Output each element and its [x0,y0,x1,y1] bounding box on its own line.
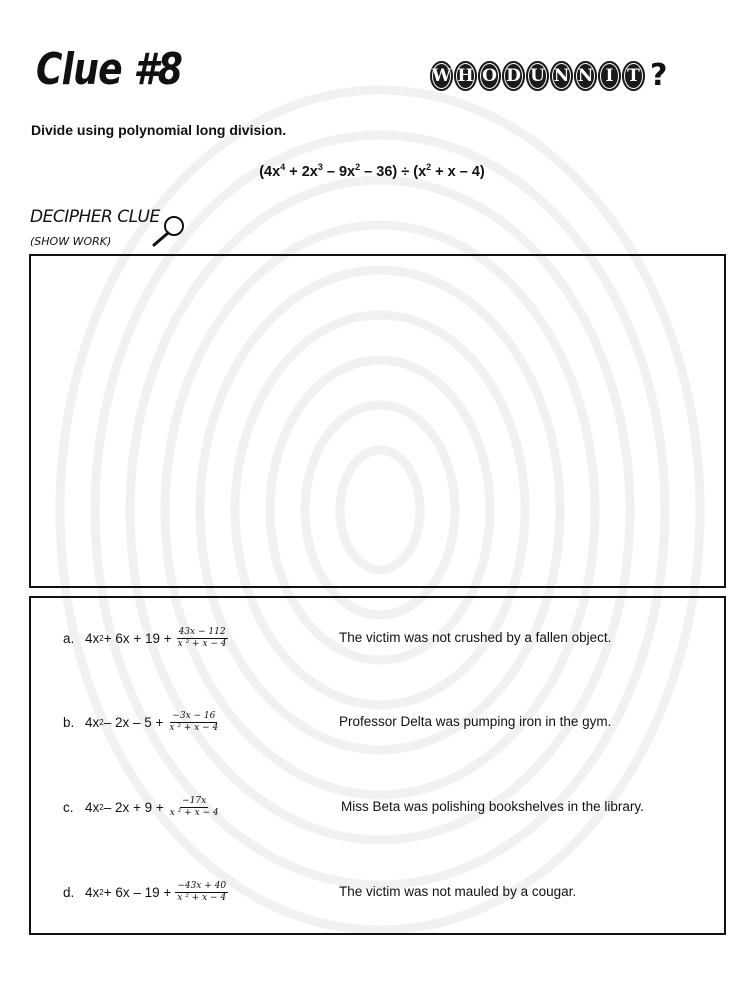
instruction-text: Divide using polynomial long division. [31,122,287,138]
question-mark: ? [650,58,668,93]
whodunnit-letter: N [550,61,573,91]
whodunnit-letter: O [478,61,501,91]
answer-choice-a: a. 4x 2 + 6x + 19 + $\frac{43x - 112}{\text{x ² + x − 4}}$ [63,626,227,649]
remainder-fraction: $\frac{43x - 112}{\text{x ² + x − 4}}$ [177,626,227,649]
answer-choice-d: d. 4x 2 + 6x – 19 + $\frac{-43x + 40}{\text{x ² + x − 4}}$ [63,880,227,903]
choice-expression: 4x 2 – 2x – 5 + $\frac{-3x - 16}{\text{x ² + x − 4}}$ [85,710,219,733]
choice-expression: 4x 2 + 6x + 19 + $\frac{43x - 112}{\text{x ² + x − 4}}$ [85,626,227,649]
choice-expression: 4x 2 – 2x + 9 + $\frac{-17x}{\text{x ² + x − 4}}$ [85,795,219,818]
clue-title: Clue #8 [36,44,183,95]
division-problem: $(4x^4 + 2x^3 - 9x^2 - 36) \div (x^2 + x - 4)$ [259,162,485,180]
whodunnit-letter: T [622,61,645,91]
clue-statement: The victim was not mauled by a cougar. [339,884,577,899]
whodunnit-title [430,58,667,93]
whodunnit-letter: D [502,61,525,91]
show-work-area[interactable] [29,254,726,588]
magnifying-glass-icon [146,212,190,248]
clue-statement: Professor Delta was pumping iron in the gym. [339,714,612,729]
remainder-fraction: $\frac{-17x}{\text{x ² + x − 4}}$ [169,795,219,818]
remainder-fraction: $\frac{-43x + 40}{\text{x ² + x − 4}}$ [177,880,227,903]
decipher-clue-heading: DECIPHER CLUE [30,207,160,227]
whodunnit-letter: U [526,61,549,91]
whodunnit-letter: I [598,61,621,91]
remainder-fraction: $\frac{-3x - 16}{\text{x ² + x − 4}}$ [169,710,219,733]
show-work-label: (SHOW WORK) [30,235,112,248]
whodunnit-letter: W [430,61,453,91]
answer-choice-b: b. 4x 2 – 2x – 5 + $\frac{-3x - 16}{\text{x ² + x − 4}}$ [63,710,219,733]
answer-choices-box [29,596,726,935]
whodunnit-letter: N [574,61,597,91]
clue-statement: The victim was not crushed by a fallen object. [339,630,612,645]
answer-choice-c: c. 4x 2 – 2x + 9 + $\frac{-17x}{\text{x ² + x − 4}}$ [63,795,219,818]
choice-expression: 4x 2 + 6x – 19 + $\frac{-43x + 40}{\text{x ² + x − 4}}$ [85,880,227,903]
whodunnit-letter: H [454,61,477,91]
clue-statement: Miss Beta was polishing bookshelves in the library. [341,799,644,814]
